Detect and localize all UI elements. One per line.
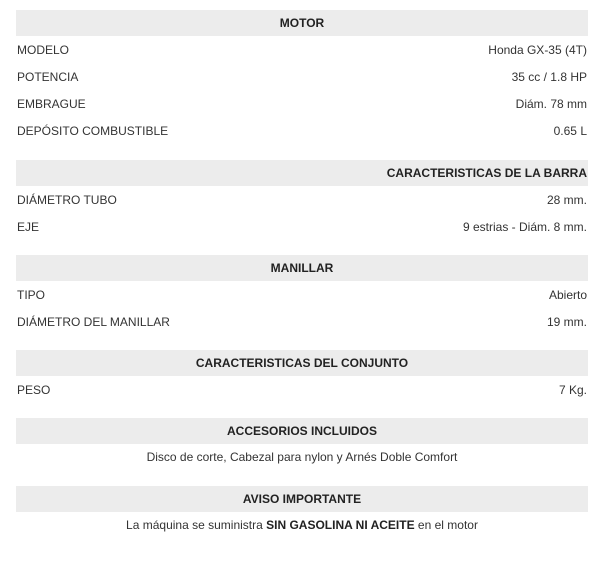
spec-row-tipo <box>17 281 587 308</box>
spec-label: TIPO <box>17 287 46 302</box>
aviso-text <box>16 512 588 538</box>
section-aviso <box>16 486 588 538</box>
section-header-barra: CARACTERISTICAS DE LA BARRA <box>16 160 588 186</box>
section-manillar <box>16 255 588 335</box>
spec-row-peso <box>17 376 587 403</box>
spec-row-deposito <box>17 117 587 144</box>
spec-value: 0.65 L <box>553 123 587 138</box>
spec-value: Diám. 78 mm <box>515 96 587 111</box>
spec-row-modelo <box>17 36 587 63</box>
spec-row-potencia <box>17 63 587 90</box>
spec-label: PESO <box>17 382 51 397</box>
aviso-text-before: La máquina se suministra <box>126 518 267 532</box>
spec-label: DIÁMETRO DEL MANILLAR <box>17 314 170 329</box>
spec-row-diametro-manillar <box>17 308 587 335</box>
aviso-text-bold: SIN GASOLINA NI ACEITE <box>266 518 415 532</box>
spec-value: 19 mm. <box>546 314 587 329</box>
spec-value: Honda GX-35 (4T) <box>488 42 587 57</box>
spec-label: DIÁMETRO TUBO <box>17 192 117 207</box>
section-accesorios <box>16 418 588 470</box>
section-header-conjunto: CARACTERISTICAS DEL CONJUNTO <box>16 350 588 376</box>
spec-value: 7 Kg. <box>558 382 587 397</box>
spec-label: EMBRAGUE <box>17 96 86 111</box>
spec-value: Abierto <box>548 287 587 302</box>
section-header-accesorios: ACCESORIOS INCLUIDOS <box>16 418 588 444</box>
section-motor <box>16 10 588 144</box>
spec-value: 28 mm. <box>546 192 587 207</box>
spec-row-eje <box>17 213 587 240</box>
section-header-motor: MOTOR <box>16 10 588 36</box>
section-header-aviso: AVISO IMPORTANTE <box>16 486 588 512</box>
spec-value: 35 cc / 1.8 HP <box>511 69 587 84</box>
accesorios-text: Disco de corte, Cabezal para nylon y Arnés Doble Comfort <box>146 450 458 464</box>
spec-label: EJE <box>17 219 40 234</box>
spec-row-diametro-tubo <box>17 186 587 213</box>
section-barra <box>16 160 588 240</box>
section-header-manillar: MANILLAR <box>16 255 588 281</box>
aviso-text-after: en el motor <box>414 518 478 532</box>
spec-label: DEPÓSITO COMBUSTIBLE <box>17 123 169 138</box>
section-conjunto <box>16 350 588 403</box>
spec-row-embrague <box>17 90 587 117</box>
spec-value: 9 estrias - Diám. 8 mm. <box>462 219 587 234</box>
spec-label: MODELO <box>17 42 70 57</box>
spec-label: POTENCIA <box>17 69 79 84</box>
